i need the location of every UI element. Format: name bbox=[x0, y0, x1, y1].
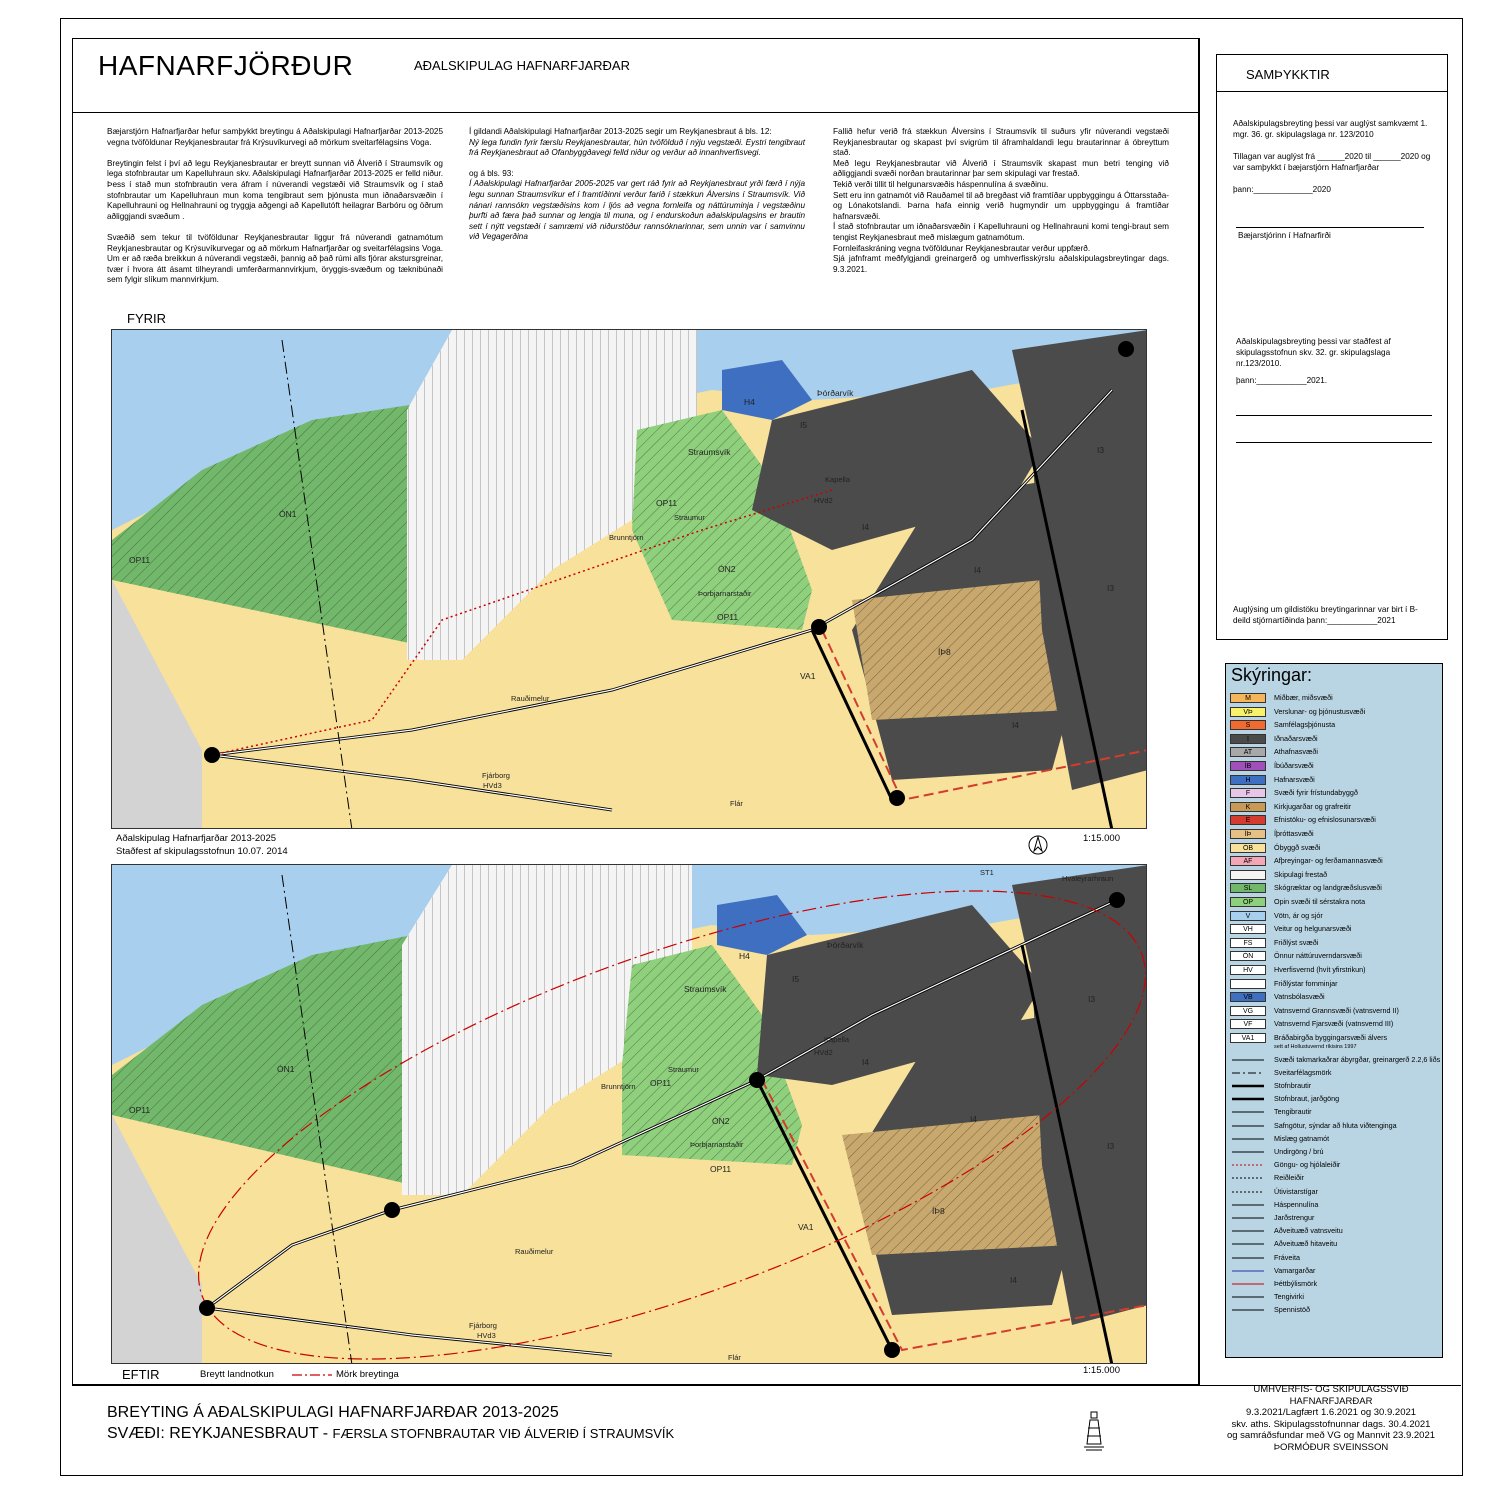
svg-text:Straumsvík: Straumsvík bbox=[684, 984, 727, 994]
legend-line-symbol bbox=[1230, 1120, 1266, 1132]
legend-label: Iðnaðarsvæði bbox=[1274, 733, 1318, 743]
legend-changed-landuse: Breytt landnotkun bbox=[200, 1369, 274, 1380]
legend-swatch: ÓN bbox=[1230, 951, 1266, 961]
legend-label: Óbyggð svæði bbox=[1274, 842, 1321, 852]
text-column-3: Fallið hefur verið frá stækkun Álversins í Straumsvík til suðurs yfir núverandi vegstæði Reykjanesbrautar og skapast því svigrúm til áframhaldandi legu brautarinnar á óbreyttum stað. Með legu Reykjanesbrautar við Álverið í Straumsvík skapast mun betri tenging við aðliggjandi svæði norðan brautarinnar þar sem skipulagi var frestað. Tekið verði tillit til helgunarsvæðis háspennulína á svæðinu. Sett eru inn gatnamót við Rauðamel til að bregðast við framtíðar uppbyggingu á Óttarsstaða- og Lónakotslandi. Þarna hafa einnig verið hugmyndir um uppbyggingu á framtíðar hafnarsvæði. Í stað stofnbrautar um iðnaðarsvæðin í Kapelluhrauni og Hellnahrauni komi tengi-braut sem tengist Reykjanesbraut með mislægum gatnamótum. Fornleifaskráning vegna tvöföldunar Reykjanesbrautar verður uppfærð. Sjá jafnframt meðfylgjandi greinargerð og umhverfisskýrslu aðalskipulagsbreytingar dags. 9.3.2021. bbox=[833, 127, 1169, 274]
legend-label: Vatnsbólasvæði bbox=[1274, 992, 1325, 1002]
legend-line-symbol bbox=[1230, 1093, 1266, 1105]
legend-line-label: Göngu- og hjólaleiðir bbox=[1274, 1160, 1341, 1170]
legend-label: Skógræktar og landgræðslusvæði bbox=[1274, 883, 1382, 893]
svg-text:HVd3: HVd3 bbox=[477, 1331, 496, 1340]
svg-text:Brunntjörn: Brunntjörn bbox=[609, 533, 644, 542]
legend-line-label: Þéttbýlismörk bbox=[1274, 1279, 1318, 1288]
legend-label: Samfélagsþjónusta bbox=[1274, 720, 1336, 730]
legend-swatch: VG bbox=[1230, 1006, 1266, 1016]
legend-swatch: SL bbox=[1230, 883, 1266, 893]
legend-line-symbol bbox=[1230, 1054, 1266, 1066]
legend-line-symbol bbox=[1230, 1159, 1266, 1171]
svg-text:I3: I3 bbox=[1107, 583, 1115, 593]
legend-label: Verslunar- og þjónustusvæði bbox=[1274, 706, 1366, 716]
legend-swatch: VB bbox=[1230, 992, 1266, 1002]
legend-label: Hverfisvernd (hvít yfirstrikun) bbox=[1274, 965, 1366, 974]
legend-swatch: F bbox=[1230, 788, 1266, 798]
office-line-6: ÞORMÓÐUR SVEINSSON bbox=[1273, 1441, 1389, 1453]
office-line-5: og samráðsfundar með VG og Mannvit 23.9.2021 bbox=[1226, 1430, 1436, 1442]
legend-swatch: V bbox=[1230, 911, 1266, 921]
legend-swatch: S bbox=[1230, 720, 1266, 730]
svg-text:I4: I4 bbox=[970, 1114, 978, 1124]
plan-subtitle bbox=[107, 1425, 674, 1443]
svg-text:I5: I5 bbox=[800, 420, 808, 430]
plan-title: BREYTING Á AÐALSKIPULAGI HAFNARFJARÐAR 2013-2025 bbox=[107, 1404, 559, 1421]
legend-label: Vatnsvernd Grannsvæði (vatnsvernd II) bbox=[1274, 1005, 1399, 1015]
legend-swatch: VA1 bbox=[1230, 1033, 1266, 1043]
legend-line-symbol bbox=[1230, 1106, 1266, 1118]
text-col2-quote2: Í Aðalskipulagi Hafnarfjarðar 2005-2025 var gert ráð fyrir að Reykjanesbraut yrði færð í nýja legu sunnan Straumsvíkur ef í framtíðinni verður farið í stækkun Álversins í Straumsvík. Við nánari rannsókn vegstæðisins kom í ljós að vegna fornleifa og náttúruminja í vegstæðinu þurfti að færa það sunnar og lengja til muna, og í endurskoðun aðalskipulagsins er brautin sett í nýtt vegstæði í samræmi við niðurstöður rannsóknarinnar, sem unnin var í samvinnu við Vegagerðina bbox=[469, 179, 805, 242]
legend-line-symbol bbox=[1230, 1146, 1266, 1158]
svg-text:H4: H4 bbox=[744, 397, 755, 407]
legend-label: Vötn, ár og sjór bbox=[1274, 910, 1323, 920]
approval-heading: SAMÞYKKTIR bbox=[1246, 67, 1330, 82]
approval-header bbox=[1216, 54, 1448, 92]
legend-line-symbol bbox=[1230, 1067, 1266, 1079]
legend-line-label: Aðveituæð hitaveitu bbox=[1274, 1239, 1338, 1249]
legend-label: Vatnsvernd Fjarsvæði (vatnsvernd III) bbox=[1274, 1019, 1394, 1029]
svg-text:Rauðimelur: Rauðimelur bbox=[511, 694, 550, 703]
legend-swatch: I bbox=[1230, 734, 1266, 744]
legend-line-label: Tengibrautir bbox=[1274, 1107, 1312, 1117]
svg-text:Þorbjarnarstaðir: Þorbjarnarstaðir bbox=[698, 589, 752, 598]
map-label-after: EFTIR bbox=[122, 1367, 160, 1382]
svg-text:Þórðarvík: Þórðarvík bbox=[817, 388, 854, 398]
svg-text:Þorbjarnarstaðir: Þorbjarnarstaðir bbox=[690, 1140, 744, 1149]
legend-line-label: Svæði takmarkaðrar ábyrgðar, greinargerð 2.2,6 liðs bbox=[1274, 1054, 1441, 1064]
plan-area: SVÆÐI: REYKJANESBRAUT - bbox=[107, 1425, 333, 1442]
legend-label: Hafnarsvæði bbox=[1274, 774, 1315, 784]
lighthouse-logo-icon bbox=[1082, 1410, 1106, 1452]
legend-line-label: Tengivirki bbox=[1274, 1292, 1304, 1302]
text-col2-intro: Í gildandi Aðalskipulagi Hafnarfjarðar 2013-2025 segir um Reykjanesbraut á bls. 12: bbox=[469, 127, 772, 136]
signature-line bbox=[1236, 227, 1424, 228]
svg-text:I4: I4 bbox=[862, 1057, 870, 1067]
legend-label: Afþreyingar- og ferðamannasvæði bbox=[1274, 856, 1383, 866]
svg-text:I3: I3 bbox=[1097, 445, 1105, 455]
legend-swatch: AT bbox=[1230, 747, 1266, 757]
legend-line-label: Stofnbraut, jarðgöng bbox=[1274, 1094, 1340, 1104]
svg-text:Kapella: Kapella bbox=[824, 1035, 850, 1044]
svg-text:Hvaleyrarhraun: Hvaleyrarhraun bbox=[1062, 874, 1114, 883]
svg-text:Fjárborg: Fjárborg bbox=[482, 771, 510, 780]
svg-text:OP11: OP11 bbox=[129, 1105, 151, 1115]
svg-text:HVd3: HVd3 bbox=[483, 781, 502, 790]
office-line-3: 9.3.2021/Lagfært 1.6.2021 og 30.9.2021 bbox=[1245, 1407, 1417, 1419]
legend-swatch: H bbox=[1230, 775, 1266, 785]
legend-label: Svæði fyrir frístundabyggð bbox=[1274, 788, 1358, 798]
legend-label: Skipulagi frestað bbox=[1274, 869, 1328, 879]
legend-line-symbol bbox=[1230, 1199, 1266, 1211]
legend-swatch: K bbox=[1230, 802, 1266, 812]
svg-text:Rauðimelur: Rauðimelur bbox=[515, 1247, 554, 1256]
office-block bbox=[1200, 1384, 1462, 1454]
north-arrow-icon bbox=[1027, 834, 1049, 856]
svg-text:HVd2: HVd2 bbox=[814, 1048, 833, 1057]
legend-swatch bbox=[1230, 870, 1266, 880]
legend-label: Íbúðarsvæði bbox=[1274, 761, 1314, 770]
legend-title: Skýringar: bbox=[1231, 665, 1313, 685]
legend-swatch: HV bbox=[1230, 965, 1266, 975]
svg-text:ÓN1: ÓN1 bbox=[279, 509, 297, 519]
legend-swatch: E bbox=[1230, 815, 1266, 825]
approval-text-6: þann:___________2021. bbox=[1236, 376, 1328, 385]
legend-swatch: FS bbox=[1230, 938, 1266, 948]
legend-change-boundary: Mörk breytinga bbox=[336, 1369, 399, 1380]
svg-text:OP11: OP11 bbox=[710, 1164, 732, 1174]
legend-line-symbol bbox=[1230, 1212, 1266, 1224]
legend-swatch: AF bbox=[1230, 856, 1266, 866]
legend-line-label: Sveitarfélagsmörk bbox=[1274, 1067, 1332, 1077]
legend-line-label: Útivistarstígar bbox=[1274, 1186, 1318, 1196]
approval-text-4: Bæjarstjórinn í Hafnarfirði bbox=[1238, 231, 1331, 240]
legend-line-symbol bbox=[1230, 1225, 1266, 1237]
legend-label: Miðbær, miðsvæði bbox=[1274, 693, 1333, 702]
text-column-1: Bæjarstjórn Hafnarfjarðar hefur samþykkt breytingu á Aðalskipulagi Hafnarfjarðar 2013-2025 vegna tvöföldunar Reykjanesbrautar frá Krýsuvíkurvegi að mörkum sveitarfélagsins Voga. Breytingin felst í því að legu Reykjanesbrautar er breytt sunnan við Álverið í Straumsvík og lega stofnbrautar um Kapelluhraun skv. Aðalskipulagi Hafnarfjarðar 2013-2025 er felld niður. Þess í stað mun stofnbrautin vera áfram í núverandi vegstæði við Straumsvík og í stað stofnbrautar um Kapelluhraun mun koma tengibraut sem þjónusta mun iðnaðarsvæðin í Kapelluhrauni og Hellnahrauni og tryggja aðgengi að Kapellutóft heilagrar Barbóru og öðrum aðliggjandi svæðum . Svæðið sem tekur til tvöföldunar Reykjanesbrautar liggur frá núverandi gatnamótum Reykjanesbrautar og Krýsuvíkurvegar og að mörkum Hafnarfjarðar og sveitarfélagsins Voga. Um er að ræða breikkun á núverandi vegstæði, þannig að það rúmi alls fjórar akstursgreinar, tvær í hvora átt ásamt tilheyrandi umferðarmannvirkjum, öryggis-svæðum og tæknibúnaði sem fylgir slíkum mannvirkjum. bbox=[107, 127, 443, 285]
svg-text:Flár: Flár bbox=[730, 799, 743, 808]
svg-text:VA1: VA1 bbox=[800, 671, 816, 681]
legend-label: Efnistöku- og efnislosunarsvæði bbox=[1274, 815, 1376, 825]
approval-text-5: Aðalskipulagsbreyting þessi var staðfest af skipulagsstofnun skv. 32. gr. skipulagslaga nr.123/2010. bbox=[1236, 337, 1391, 368]
map-before-svg bbox=[112, 330, 1147, 829]
legend-line-label: Aðveituæð vatnsveitu bbox=[1274, 1226, 1343, 1236]
legend-line-symbol bbox=[1230, 1252, 1266, 1264]
legend-line-symbol bbox=[1230, 1291, 1266, 1303]
legend-label: Friðlýst svæði bbox=[1274, 937, 1319, 947]
legend-label: Íþróttasvæði bbox=[1274, 829, 1314, 838]
map-after-svg bbox=[112, 865, 1147, 1364]
legend-line-label: Safngötur, sýndar að hluta viðtenginga bbox=[1274, 1120, 1397, 1130]
map-after-scale: 1:15.000 bbox=[1083, 1365, 1120, 1376]
legend-line-symbol bbox=[1230, 1172, 1266, 1184]
boundary-line-icon bbox=[292, 1372, 332, 1378]
svg-text:OP11: OP11 bbox=[129, 555, 151, 565]
legend-label: Önnur náttúruverndarsvæði bbox=[1274, 951, 1362, 961]
svg-text:I3: I3 bbox=[1107, 1141, 1115, 1151]
legend-line-label: Jarðstrengur bbox=[1274, 1213, 1315, 1222]
svg-text:ÓN1: ÓN1 bbox=[277, 1064, 295, 1074]
legend-swatch: M bbox=[1230, 693, 1266, 703]
svg-text:ÍÞ8: ÍÞ8 bbox=[932, 1206, 945, 1216]
legend-line-symbol bbox=[1230, 1133, 1266, 1145]
legend-label: Opin svæði til sérstakra nota bbox=[1274, 897, 1366, 906]
plan-description: FÆRSLA STOFNBRAUTAR VIÐ ÁLVERIÐ Í STRAUMSVÍK bbox=[332, 1426, 675, 1441]
map-before-scale: 1:15.000 bbox=[1083, 833, 1120, 844]
svg-text:ÓN2: ÓN2 bbox=[718, 564, 736, 574]
approval-text-1: Aðalskipulagsbreyting þessi var auglýst samkvæmt 1. mgr. 36. gr. skipulagslaga nr. 123/2010 bbox=[1233, 119, 1428, 139]
legend-line-symbol bbox=[1230, 1265, 1266, 1277]
legend-note: sett af Hollustuvernd ríkisins 1997 bbox=[1274, 1043, 1357, 1050]
svg-text:I5: I5 bbox=[792, 974, 800, 984]
map-before-caption-2: Staðfest af skipulagsstofnun 10.07. 2014 bbox=[116, 846, 288, 857]
svg-text:OP11: OP11 bbox=[650, 1078, 672, 1088]
signature-line bbox=[1236, 442, 1432, 443]
svg-text:I4: I4 bbox=[974, 565, 982, 575]
legend-swatch: VF bbox=[1230, 1019, 1266, 1029]
text-col2-page: og á bls. 93: bbox=[469, 168, 514, 178]
svg-text:I4: I4 bbox=[1012, 720, 1020, 730]
svg-text:HVd2: HVd2 bbox=[814, 496, 833, 505]
approval-text-7: Auglýsing um gildistöku breytingarinnar var birt í B-deild stjórnartíðinda þann:___________2021 bbox=[1233, 605, 1418, 625]
svg-text:Kapella: Kapella bbox=[825, 475, 851, 484]
legend-line-label: Fráveita bbox=[1274, 1252, 1300, 1262]
signature-line bbox=[1236, 415, 1432, 416]
legend-line-symbol bbox=[1230, 1080, 1266, 1092]
svg-text:ÓN2: ÓN2 bbox=[712, 1116, 730, 1126]
svg-text:I4: I4 bbox=[862, 522, 870, 532]
legend-line-label: Háspennulína bbox=[1274, 1199, 1319, 1209]
approval-text-3: þann:_____________2020 bbox=[1233, 185, 1331, 194]
legend-label: Athafnasvæði bbox=[1274, 747, 1318, 757]
legend-swatch: ÓB bbox=[1230, 843, 1266, 853]
legend-line-label: Reiðleiðir bbox=[1274, 1173, 1304, 1183]
svg-text:ST1: ST1 bbox=[980, 868, 994, 877]
legend-swatch: OP bbox=[1230, 897, 1266, 907]
legend-line-label: Vamargarðar bbox=[1274, 1265, 1316, 1275]
legend-line-label: Undirgöng / brú bbox=[1274, 1147, 1324, 1156]
legend-line-symbol bbox=[1230, 1278, 1266, 1290]
svg-text:Þórðarvík: Þórðarvík bbox=[827, 940, 864, 950]
svg-text:Straumur: Straumur bbox=[674, 513, 705, 522]
svg-text:H4: H4 bbox=[739, 951, 750, 961]
map-before-caption-1: Aðalskipulag Hafnarfjarðar 2013-2025 bbox=[116, 833, 277, 844]
svg-text:OP11: OP11 bbox=[717, 612, 739, 622]
legend-label: Bráðabirgða byggingarsvæði álvers bbox=[1274, 1033, 1388, 1042]
svg-text:Straumsvík: Straumsvík bbox=[688, 447, 731, 457]
legend-line-label: Mislæg gatnamót bbox=[1274, 1133, 1330, 1143]
text-column-2 bbox=[469, 127, 805, 243]
legend-swatch bbox=[1230, 979, 1266, 989]
legend-line-label: Spennistöð bbox=[1274, 1305, 1310, 1315]
svg-text:OP11: OP11 bbox=[656, 498, 678, 508]
svg-text:I3: I3 bbox=[1088, 994, 1096, 1004]
map-label-before: FYRIR bbox=[127, 311, 166, 326]
map-after bbox=[111, 864, 1147, 1364]
svg-text:I4: I4 bbox=[1010, 1275, 1018, 1285]
legend-label: Veitur og helgunarsvæði bbox=[1274, 924, 1352, 934]
office-line-4: skv. aths. Skipulagsstofnunnar dags. 30.4.2021 bbox=[1231, 1418, 1431, 1430]
legend-line-label: Stofnbrautir bbox=[1274, 1081, 1312, 1090]
legend-swatch: ÍÞ bbox=[1230, 829, 1266, 839]
legend-swatch: ÍB bbox=[1230, 761, 1266, 771]
page-title: HAFNARFJÖRÐUR bbox=[98, 50, 354, 81]
svg-text:Fjárborg: Fjárborg bbox=[469, 1321, 497, 1330]
legend-label: Kirkjugarðar og grafreitir bbox=[1274, 801, 1352, 811]
office-line-2: HAFNARFJARÐAR bbox=[1289, 1395, 1373, 1407]
legend-line-symbol bbox=[1230, 1186, 1266, 1198]
svg-text:VA1: VA1 bbox=[798, 1222, 814, 1232]
page-subtitle: AÐALSKIPULAG HAFNARFJARÐAR bbox=[414, 58, 630, 73]
svg-text:ÍÞ8: ÍÞ8 bbox=[938, 647, 951, 657]
legend-line-symbol bbox=[1230, 1304, 1266, 1316]
legend-label: Friðlýstar fornminjar bbox=[1274, 978, 1338, 988]
svg-text:Flár: Flár bbox=[728, 1353, 741, 1362]
text-col2-quote1: Ný lega fundin fyrir færslu Reykjanesbrautar, hún tvöfölduð í nýju vegstæði. Eystri tengibraut frá Reykjanesbraut að Ofanbyggðavegi felld niður og verður að innanhverfisvegi. bbox=[469, 137, 805, 158]
legend-swatch: VH bbox=[1230, 924, 1266, 934]
svg-text:Straumur: Straumur bbox=[668, 1065, 699, 1074]
map-before bbox=[111, 329, 1147, 829]
approval-text-2: Tillagan var auglýst frá ______2020 til ______2020 og var samþykkt í bæjarstjórn Hafnarfjarðar bbox=[1233, 152, 1431, 172]
legend-line-symbol bbox=[1230, 1238, 1266, 1250]
office-line-1: UMHVERFIS- OG SKIPULAGSSVIÐ bbox=[1253, 1384, 1409, 1395]
svg-text:Brunntjörn: Brunntjörn bbox=[601, 1082, 636, 1091]
legend-swatch: VÞ bbox=[1230, 707, 1266, 717]
